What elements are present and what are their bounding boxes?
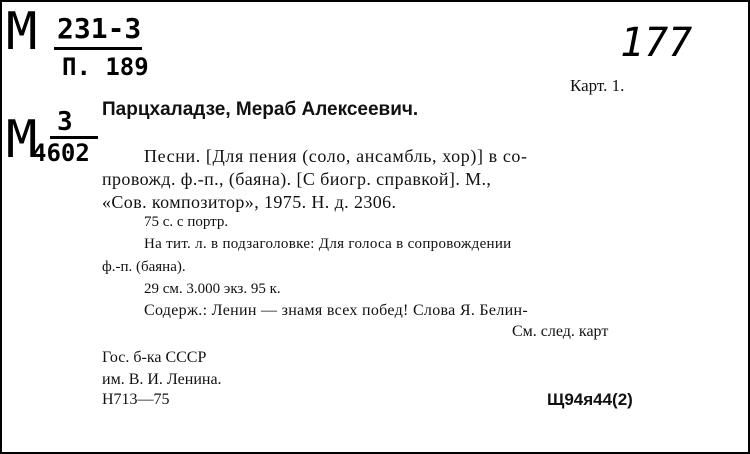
handwritten-number: 177 xyxy=(620,20,693,66)
shelfmark-top-letter: М xyxy=(6,2,38,62)
shelfmark-top-upper: 231-3 xyxy=(57,12,142,45)
contents-line: Содерж.: Ленин — знамя всех побед! Слова Я. Белин- xyxy=(144,302,528,319)
see-next-card: См. след. карт xyxy=(512,323,609,340)
title-line-1: Песни. [Для пения (соло, ансамбль, хор)] в со- xyxy=(144,146,528,166)
classification-code: Щ94я44(2) xyxy=(547,390,633,409)
subtitle-note-line-2: ф.-п. (баяна). xyxy=(102,259,186,275)
shelfmark-side-lower: 4602 xyxy=(32,139,90,167)
subtitle-note-line-1: На тит. л. в подзаголовке: Для голоса в сопровождении xyxy=(144,236,512,252)
title-line-2: провожд. ф.-п., (баяна). [С биогр. справкой]. М., xyxy=(102,169,492,189)
shelfmark-top-lower: П. 189 xyxy=(62,53,149,81)
title-line-3: «Сов. композитор», 1975. Н. д. 2306. xyxy=(102,192,397,212)
print-code: Н713—75 xyxy=(102,391,170,408)
shelfmark-top-divider xyxy=(54,47,142,50)
shelfmark-side-upper: 3 xyxy=(57,107,73,137)
library-line-2: им. В. И. Ленина. xyxy=(102,371,222,388)
shelfmark-side-letter: М xyxy=(6,110,38,170)
card-label: Карт. 1. xyxy=(570,76,625,95)
pages-note: 75 с. с портр. xyxy=(144,214,229,230)
author-heading: Парцхаладзе, Мераб Алексеевич. xyxy=(102,99,419,120)
library-line-1: Гос. б-ка СССР xyxy=(102,349,207,366)
size-note: 29 см. 3.000 экз. 95 к. xyxy=(144,281,281,297)
